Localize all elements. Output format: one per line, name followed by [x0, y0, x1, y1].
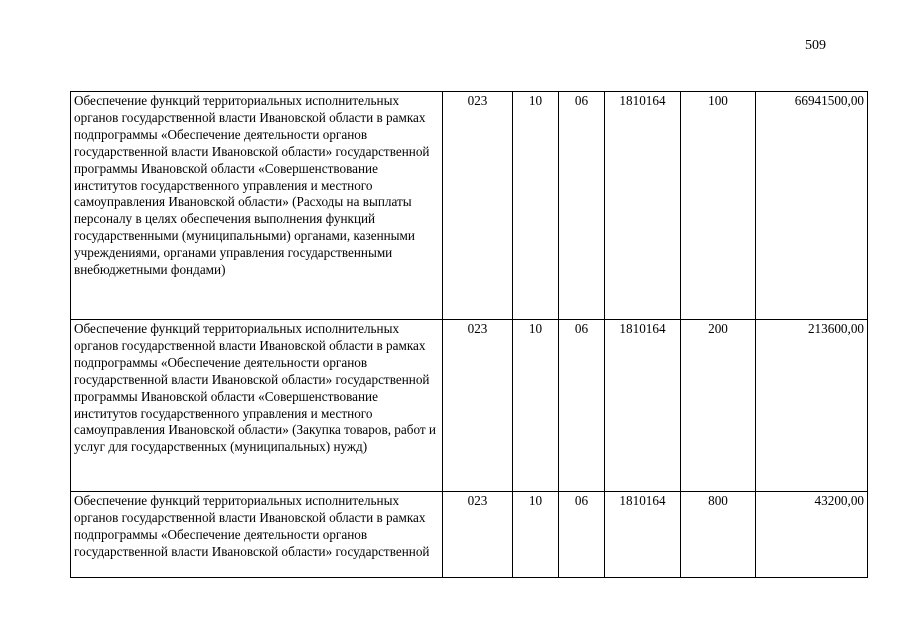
target-article-code: 1810164 — [605, 492, 681, 578]
ministry-code: 023 — [443, 92, 513, 320]
section-code: 10 — [513, 92, 559, 320]
subsection-code: 06 — [559, 320, 605, 492]
table-row — [71, 492, 868, 578]
section-code: 10 — [513, 492, 559, 578]
subsection-code: 06 — [559, 92, 605, 320]
table-row — [71, 92, 868, 320]
expense-description: Обеспечение функций территориальных исполнительных органов государственной власти Ивановской области в рамках подпрограммы «Обеспечение деятельности органов государственной власти Ивановской области» государственной — [71, 492, 443, 578]
expense-type-code: 100 — [681, 92, 756, 320]
table-row — [71, 320, 868, 492]
amount: 43200,00 — [756, 492, 868, 578]
subsection-code: 06 — [559, 492, 605, 578]
page-number: 509 — [805, 38, 826, 53]
expense-description: Обеспечение функций территориальных исполнительных органов государственной власти Ивановской области в рамках подпрограммы «Обеспечение деятельности органов государственной власти Ивановской области» государственной программы Ивановской области «Совершенствование институтов государственного управления и местного самоуправления Ивановской области» (Расходы на выплаты персоналу в целях обеспечения выполнения функций государственными (муниципальными) органами, казенными учреждениями, органами управления государственными внебюджетными фондами) — [71, 92, 443, 320]
expense-type-code: 800 — [681, 492, 756, 578]
amount: 213600,00 — [756, 320, 868, 492]
section-code: 10 — [513, 320, 559, 492]
ministry-code: 023 — [443, 492, 513, 578]
target-article-code: 1810164 — [605, 92, 681, 320]
expense-type-code: 200 — [681, 320, 756, 492]
ministry-code: 023 — [443, 320, 513, 492]
expense-description: Обеспечение функций территориальных исполнительных органов государственной власти Ивановской области в рамках подпрограммы «Обеспечение деятельности органов государственной власти Ивановской области» государственной программы Ивановской области «Совершенствование институтов государственного управления и местного самоуправления Ивановской области» (Закупка товаров, работ и услуг для государственных (муниципальных) нужд) — [71, 320, 443, 492]
amount: 66941500,00 — [756, 92, 868, 320]
budget-table — [70, 91, 868, 578]
target-article-code: 1810164 — [605, 320, 681, 492]
